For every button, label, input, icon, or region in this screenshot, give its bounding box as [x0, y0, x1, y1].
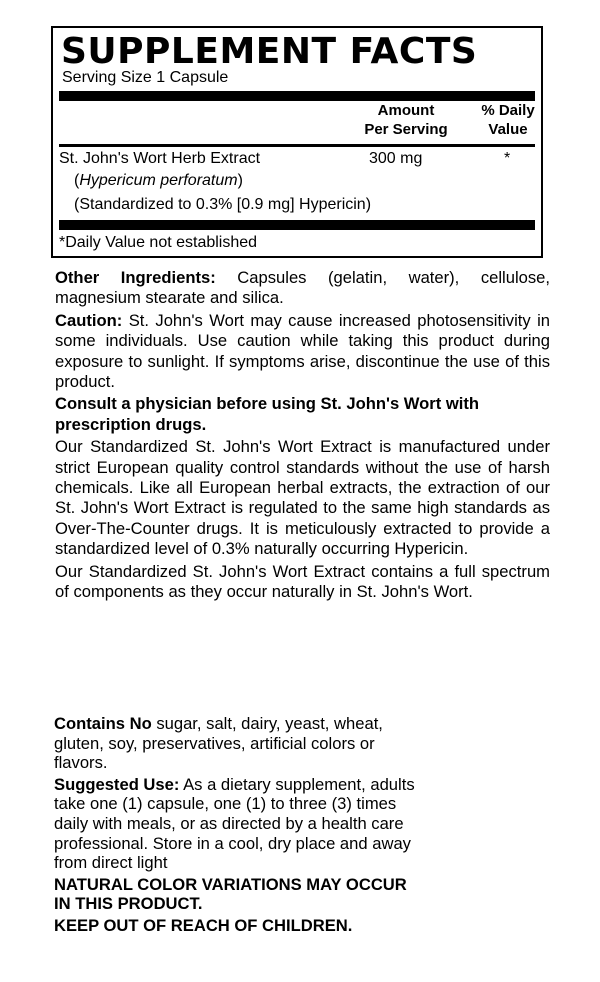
facts-title: SUPPLEMENT FACTS [61, 31, 478, 72]
thick-divider [59, 91, 535, 101]
suggested-use: Suggested Use: As a dietary supplement, adults take one (1) capsule, one (1) to three (3) times daily with meals, or as directed by a health care professional. Store in a cool, dry place and away from direct light [54, 774, 415, 873]
lower-text-block [54, 714, 426, 938]
contains-no-statement: Contains No sugar, salt, dairy, yeast, wheat, gluten, soy, preservatives, artificial colors or flavors. [54, 714, 383, 773]
product-spectrum-note: Our Standardized St. John's Wort Extract contains a full spectrum of components as they occur naturally in St. John's Wort. [55, 561, 550, 602]
keep-out-of-reach-warning: KEEP OUT OF REACH OF CHILDREN. [54, 915, 353, 935]
dv-header-line2: Value [488, 121, 528, 138]
serving-size: Serving Size 1 Capsule [62, 69, 229, 86]
other-ingredients: Other Ingredients: Capsules (gelatin, water), cellulose, magnesium stearate and silica. [55, 268, 551, 308]
daily-value-footnote: *Daily Value not established [59, 234, 258, 251]
color-variation-warning: NATURAL COLOR VARIATIONS MAY OCCUR IN THIS PRODUCT. [54, 874, 407, 914]
ingredient-name: St. John's Wort Herb Extract [59, 150, 261, 167]
amount-per-serving-header [351, 101, 461, 139]
dv-header-line1: % Daily [481, 102, 535, 119]
supplement-facts-panel [51, 26, 543, 258]
daily-value-header [473, 101, 543, 139]
consult-physician-warning: Consult a physician before using St. John's Wort with prescription drugs. [55, 394, 480, 434]
caution-statement: Caution: St. John's Wort may cause increased photosensitivity in some individuals. Use caution while taking this product during exposure to sunlight. If symptoms arise, discontinue the use of this product. [55, 310, 550, 392]
ingredient-amount: 300 mg [369, 150, 423, 167]
thin-divider [59, 144, 535, 147]
standardization-note: (Standardized to 0.3% [0.9 mg] Hypericin) [74, 196, 372, 213]
product-description: Our Standardized St. John's Wort Extract is manufactured under strict European quality control standards without the use of harsh chemicals. Like all European herbal extracts, the extraction of our St. John's Wort Extract is regulated to the same high standards as Over-The-Counter drugs. It is meticulously extracted to provide a standardized level of 0.3% naturally occurring Hypericin. [55, 437, 550, 559]
amount-header-line1: Amount [377, 102, 435, 119]
thick-divider-bottom [59, 220, 535, 230]
amount-header-line2: Per Serving [364, 121, 448, 138]
ingredient-daily-value: * [504, 150, 511, 167]
ingredient-latin-name: (Hypericum perforatum) [74, 172, 243, 189]
label-text-block [55, 268, 550, 605]
